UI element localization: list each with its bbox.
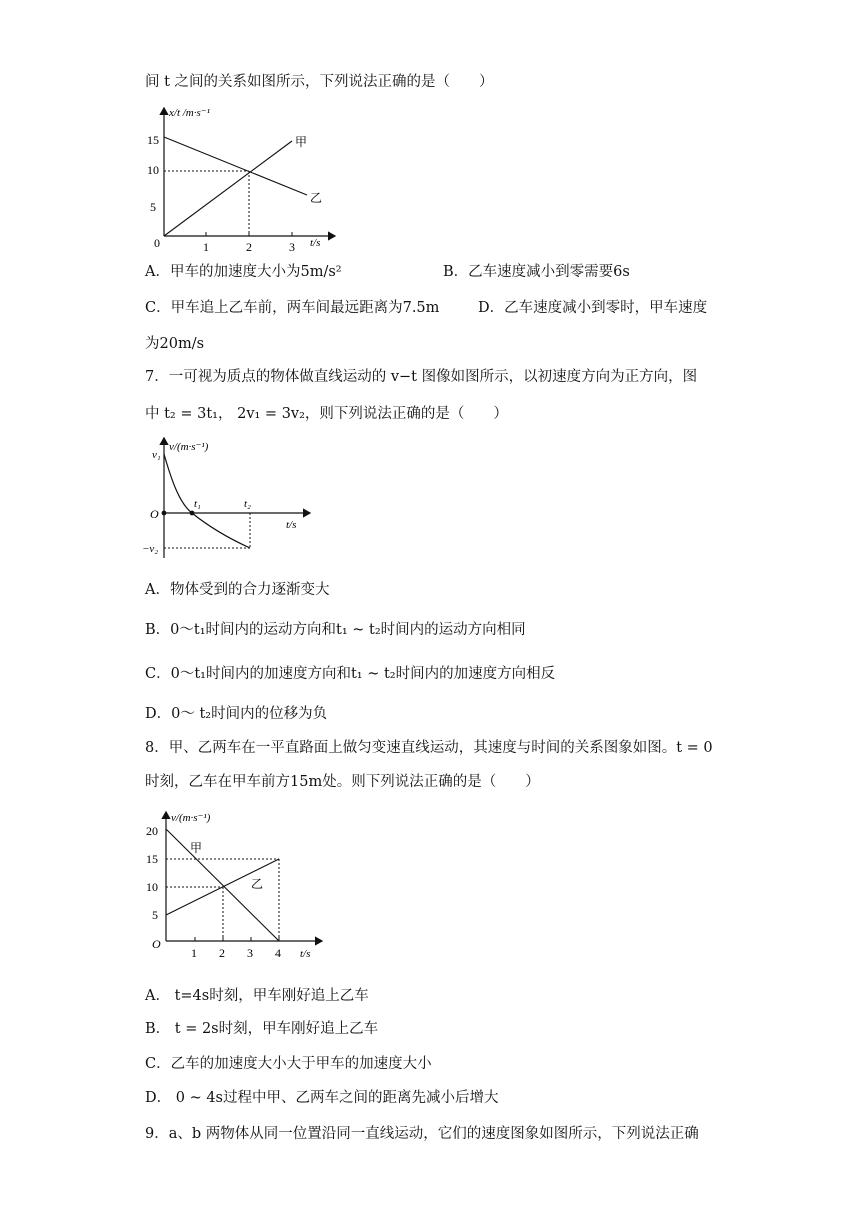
q8-y-tick-20: 20 [146, 824, 158, 838]
q8-option-b: B． t = 2s时刻，甲车刚好追上乙车 [145, 1021, 379, 1037]
q8-y-tick-10: 10 [146, 880, 158, 894]
q6-x-tick-3: 3 [289, 240, 295, 254]
q8-vt-chart [142, 808, 327, 963]
q8-series-jia-label: 甲 [190, 841, 203, 855]
q7-vt-chart [140, 434, 315, 559]
q7-y-axis-label: v/(m·s⁻¹) [169, 441, 209, 453]
q7-t2-label: t₂ [244, 498, 251, 510]
q7-t1-label: t₁ [194, 498, 201, 510]
q6-x-tick-2: 2 [246, 240, 252, 254]
q8-option-d: D． 0 ~ 4s过程中甲、乙两车之间的距离先减小后增大 [145, 1090, 499, 1106]
q6-option-d-line1: D．乙车速度减小到零时，甲车速度 [478, 300, 708, 316]
q7-t1-point [190, 511, 195, 516]
q6-series-yi-label: 乙 [310, 191, 323, 205]
q6-x-axis-label: t/s [310, 237, 321, 249]
q8-x-axis-label: t/s [300, 948, 311, 960]
q6-series-jia-label: 甲 [295, 135, 308, 149]
q8-x-tick-3: 3 [247, 946, 253, 960]
q8-stem-line1: 8．甲、乙两车在一平直路面上做匀变速直线运动，其速度与时间的关系图象如图。t = 0 [145, 740, 713, 756]
q8-y-tick-5: 5 [152, 908, 158, 922]
q7-v1-label: v₁ [152, 449, 161, 461]
q6-y-tick-5: 5 [150, 200, 156, 214]
q6-option-a: A．甲车的加速度大小为5m/s² [145, 264, 342, 280]
q7-stem-line2: 中 t₂ = 3t₁， 2v₁ = 3v₂，则下列说法正确的是（ ） [145, 406, 508, 422]
q8-origin: O [152, 937, 161, 951]
q6-stem-tail: 间 t 之间的关系如图所示，下列说法正确的是（ ） [145, 74, 494, 90]
q7-stem-line1: 7．一可视为质点的物体做直线运动的 v−t 图像如图所示，以初速度方向为正方向，图 [145, 369, 698, 385]
q7-origin: O [150, 507, 159, 521]
q7-option-b: B．0～t₁时间内的运动方向和t₁ ~ t₂时间内的运动方向相同 [145, 622, 526, 638]
q7-option-c: C．0～t₁时间内的加速度方向和t₁ ~ t₂时间内的加速度方向相反 [145, 666, 556, 682]
q7-origin-point [162, 511, 167, 516]
q6-y-tick-15: 15 [147, 133, 159, 147]
q8-series-yi-label: 乙 [251, 877, 264, 891]
q7-neg-v2-label: −v₂ [142, 543, 159, 555]
q8-option-a: A． t=4s时刻，甲车刚好追上乙车 [145, 988, 369, 1004]
q8-y-tick-15: 15 [146, 852, 158, 866]
q8-option-c: C．乙车的加速度大小大于甲车的加速度大小 [145, 1056, 432, 1072]
q6-option-b: B．乙车速度减小到零需要6s [443, 264, 630, 280]
q9-stem-line1: 9．a、b 两物体从同一位置沿同一直线运动，它们的速度图象如图所示，下列说法正确 [145, 1126, 699, 1142]
q6-y-axis-label: x/t /m·s⁻¹ [169, 107, 210, 119]
q6-xt-over-t-chart [145, 100, 345, 255]
q8-stem-line2: 时刻，乙车在甲车前方15m处。则下列说法正确的是（ ） [145, 774, 540, 790]
q6-option-c: C．甲车追上乙车前，两车间最远距离为7.5m [145, 300, 440, 316]
q6-y-tick-10: 10 [147, 163, 159, 177]
q7-vt-curve [164, 454, 250, 548]
q6-series-jia-line [164, 141, 292, 236]
q7-option-a: A．物体受到的合力逐渐变大 [145, 582, 330, 598]
q8-x-tick-2: 2 [219, 946, 225, 960]
q8-x-tick-1: 1 [191, 946, 197, 960]
q7-option-d: D．0～ t₂时间内的位移为负 [145, 706, 328, 722]
q6-option-d-line2: 为20m/s [145, 336, 205, 352]
q7-x-axis-label: t/s [286, 519, 297, 531]
q6-origin: 0 [154, 236, 160, 250]
q8-y-axis-label: v/(m·s⁻¹) [171, 812, 211, 824]
q6-x-tick-1: 1 [203, 240, 209, 254]
q8-x-tick-4: 4 [275, 946, 281, 960]
